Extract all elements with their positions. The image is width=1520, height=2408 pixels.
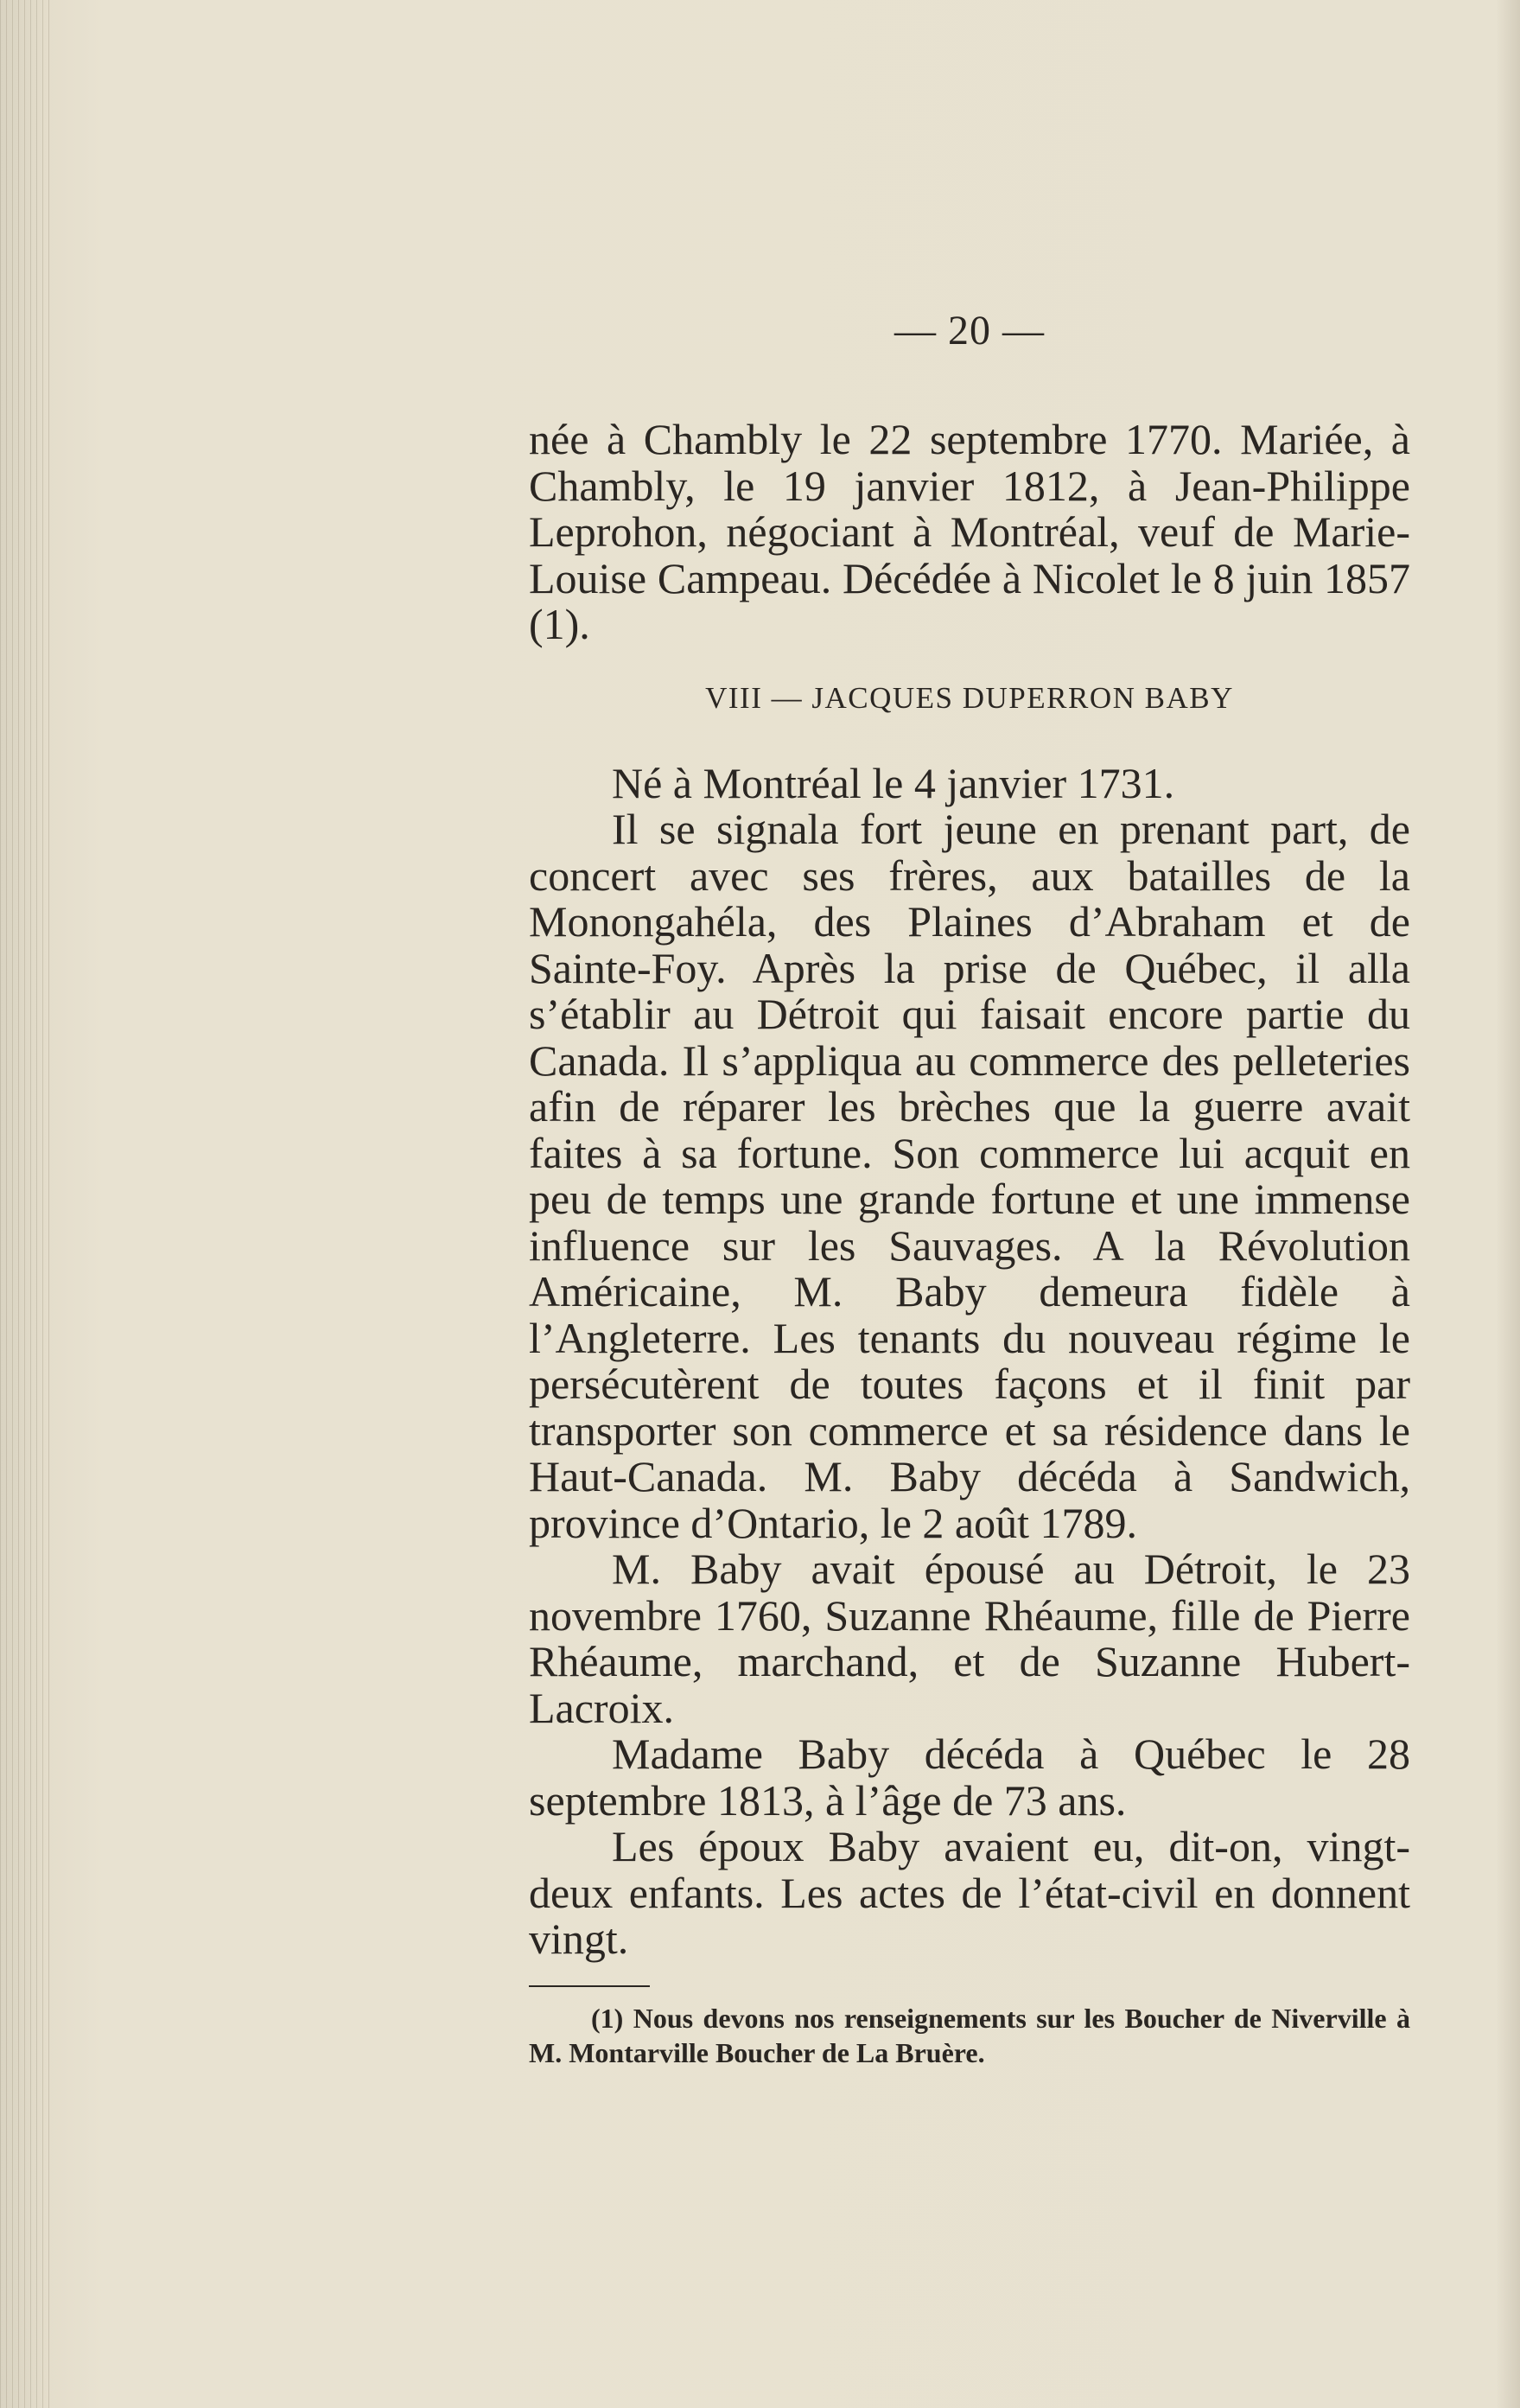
section-heading: VIII — JACQUES DUPERRON BABY <box>705 680 1234 715</box>
biography-paragraph: Il se signala fort jeune en prenant part, de concert avec ses frères, aux batailles de la Monongahéla, des Plaines d’Abraham et de Sainte-Foy. Après la prise de Québec, il alla s’établir au Détroit qui faisait encore partie du Canada. Il s’appliqua au commerce des pelleteries afin de réparer les brèches que la guerre avait faites à sa fortune. Son commerce lui acquit en peu de temps une grande fortune et une immense influence sur les Sauvages. A la Révolution Américaine, M. Baby demeura fidèle à l’Angleterre. Les tenants du nouveau régime le persécutèrent de toutes façons et il finit par transporter son commerce et sa résidence dans le Haut-Canada. M. Baby décéda à Sandwich, province d’Ontario, le 2 août 1789. <box>529 805 1410 1547</box>
marriage-paragraph: M. Baby avait épousé au Détroit, le 23 novembre 1760, Suzanne Rhéaume, fille de Pierre Rhéaume, marchand, et de Suzanne Hubert-Lacroix. <box>529 1545 1410 1732</box>
death-paragraph: Madame Baby décéda à Québec le 28 septembre 1813, à l’âge de 73 ans. <box>529 1730 1410 1825</box>
page-number: — 20 — <box>894 308 1045 354</box>
birth-paragraph: Né à Montréal le 4 janvier 1731. <box>612 758 1175 807</box>
footnote: (1) Nous devons nos renseignements sur les Boucher de Niverville à M. Montarville Boucher de La Bruère. <box>529 2002 1410 2068</box>
binding-shadow <box>1496 0 1520 2408</box>
children-paragraph: Les époux Baby avaient eu, dit-on, vingt-deux enfants. Les actes de l’état-civil en donnent vingt. <box>529 1822 1410 1963</box>
footnote-rule <box>529 1985 650 1987</box>
page-edge-lines <box>0 0 52 2408</box>
text-column <box>529 307 1410 2070</box>
opening-paragraph: née à Chambly le 22 septembre 1770. Mariée, à Chambly, le 19 janvier 1812, à Jean-Philippe Leprohon, négociant à Montréal, veuf de Marie-Louise Campeau. Décédée à Nicolet le 8 juin 1857 (1). <box>529 415 1410 648</box>
